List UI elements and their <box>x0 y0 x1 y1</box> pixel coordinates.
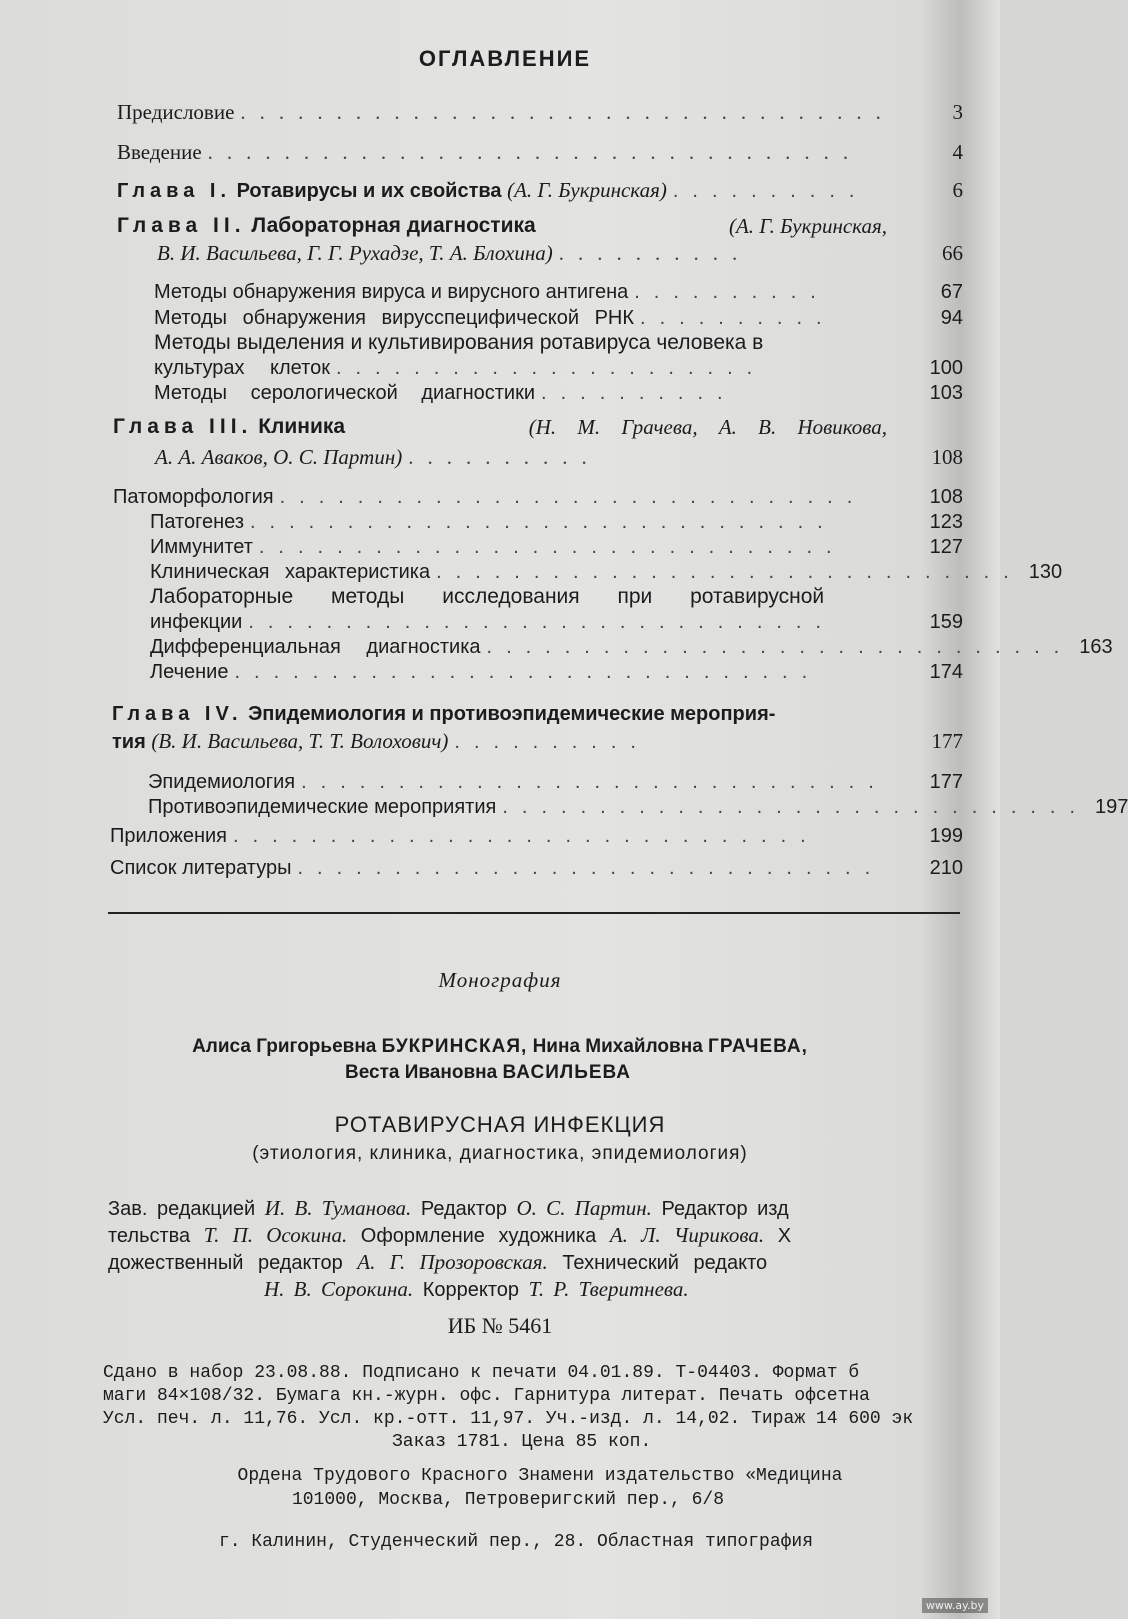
authors-line-1 <box>0 1036 1000 1058</box>
toc-entry-label: Предисловие <box>117 100 235 124</box>
genre-label: Монография <box>438 968 562 992</box>
toc-section <box>150 635 1113 659</box>
chapter-prefix: Глава III. <box>113 415 253 438</box>
dot-leader: .............................. <box>301 771 888 793</box>
toc-chapter-2-line2 <box>157 241 963 265</box>
publisher-line: Ордена Трудового Красного Знамени издательство «Медицина <box>237 1466 843 1486</box>
toc-entry-page: 177 <box>931 729 963 753</box>
chapter-title: Ротавирусы и их свойства <box>236 180 502 202</box>
toc-chapter-2-line1 <box>117 214 887 238</box>
book-subtitle: (этиология, клиника, диагностика, эпидемиология) <box>252 1143 748 1164</box>
print-info-line: маги 84×108/32. Бумага кн.-журн. офс. Гарнитура литерат. Печать офсетна <box>103 1386 870 1406</box>
toc-section <box>148 795 1128 819</box>
chapter-authors: В. И. Васильева, Г. Г. Рухадзе, Т. А. Блохина) <box>157 241 553 265</box>
toc-entry-label: Методы обнаружения вирусспецифической РНК <box>154 307 635 329</box>
dot-leader: .......... <box>672 180 869 202</box>
author-names: Нина Михайловна <box>532 1036 703 1057</box>
toc-entry-page: 174 <box>929 661 963 683</box>
dot-leader: .................................. <box>207 140 863 164</box>
dot-leader: .......... <box>634 281 830 303</box>
dot-leader: .............................. <box>436 561 1023 583</box>
dot-leader: .............................. <box>233 825 820 847</box>
dot-leader: .......... <box>640 307 836 329</box>
dot-leader: .............................. <box>502 796 1090 818</box>
dot-leader: .............................. <box>250 511 837 533</box>
toc-section <box>154 306 963 330</box>
chapter-title: Клиника <box>258 415 346 438</box>
toc-entry-label: Методы выделения и культивирования ротавируса человека в <box>154 331 764 354</box>
toc-chapter-4-line2 <box>112 729 963 754</box>
dot-leader: .......... <box>408 445 601 469</box>
chapter-authors: (А. Г. Букринская) <box>507 178 667 202</box>
toc-entry-appendix <box>110 824 963 848</box>
dot-leader: .......... <box>454 731 650 753</box>
toc-section <box>150 560 1063 584</box>
toc-chapter-4-line1 <box>112 702 775 726</box>
chapter-title: тия <box>112 731 146 753</box>
authors-line-2 <box>0 1062 988 1084</box>
chapter-title: Лабораторная диагностика <box>251 214 536 237</box>
toc-entry-page: 199 <box>929 825 963 847</box>
credits-line: Зав. редакцией И. В. Туманова. Редактор О. С. Партин. Редактор изд <box>108 1196 789 1220</box>
author-surname: ВАСИЛЬЕВА <box>502 1062 632 1083</box>
publisher-address: 101000, Москва, Петроверигский пер., 6/8 <box>291 1490 725 1510</box>
toc-entry-page: 94 <box>940 307 963 329</box>
toc-entry-label: Эпидемиология <box>148 771 296 793</box>
toc-section <box>148 770 963 794</box>
toc-entry-label: Иммунитет <box>150 536 253 558</box>
author-names: Алиса Григорьевна <box>192 1036 377 1057</box>
print-info-line: Сдано в набор 23.08.88. Подписано к печати 04.01.89. Т-04403. Формат б <box>103 1363 860 1383</box>
toc-entry-page: 123 <box>929 511 963 533</box>
toc-entry-page: 4 <box>952 140 963 164</box>
toc-entry-page: 210 <box>929 857 963 879</box>
toc-entry-label: Лабораторные методы исследования при ротавирусной <box>150 585 825 608</box>
toc-section <box>150 535 963 559</box>
ib-number: ИБ № 5461 <box>447 1313 553 1338</box>
toc-entry-intro <box>117 140 963 164</box>
dot-leader: .............................. <box>486 636 1074 658</box>
chapter-authors: (А. Г. Букринская, <box>728 214 887 238</box>
divider-rule <box>108 912 960 914</box>
dot-leader: .............................. <box>234 661 822 683</box>
toc-entry-label: Патоморфология <box>113 486 274 508</box>
toc-entry-label: Лечение <box>150 661 229 683</box>
toc-section <box>154 280 963 304</box>
toc-entry-page: 177 <box>929 771 963 793</box>
toc-entry-label: Список литературы <box>110 857 292 879</box>
toc-section-line2 <box>154 356 963 380</box>
toc-entry-label: Введение <box>117 140 202 164</box>
toc-section <box>150 660 963 684</box>
toc-entry-page: 3 <box>952 100 963 124</box>
toc-section <box>150 510 963 534</box>
author-surname: ГРАЧЕВА, <box>708 1036 808 1057</box>
chapter-authors: А. А. Аваков, О. С. Партин) <box>155 445 403 469</box>
toc-entry-preface <box>117 100 963 124</box>
print-info-line: Усл. печ. л. 11,76. Усл. кр.-отт. 11,97. Уч.-изд. л. 14,02. Тираж 14 600 эк <box>103 1409 914 1429</box>
credits-line: дожественный редактор А. Г. Прозоровская. Технический редакто <box>108 1250 768 1274</box>
dot-leader: .............................. <box>279 486 867 508</box>
dot-leader: .............................. <box>248 611 836 633</box>
chapter-authors: (Н. М. Грачева, А. В. Новикова, <box>528 415 887 439</box>
toc-section-line2 <box>150 610 963 634</box>
toc-entry-label: Клиническая характеристика <box>150 561 431 583</box>
credits-line: тельства Т. П. Осокина. Оформление художника А. Л. Чирикова. Х <box>108 1223 792 1247</box>
toc-entry-page: 66 <box>942 241 963 265</box>
toc-entry-references <box>110 856 963 880</box>
toc-entry-pathomorphology <box>113 485 963 509</box>
toc-entry-label: Противоэпидемические мероприятия <box>148 796 497 818</box>
dot-leader: .......... <box>541 382 737 404</box>
toc-entry-page: 6 <box>952 178 963 202</box>
toc-entry-label: Методы обнаружения вируса и вирусного антигена <box>154 281 629 303</box>
toc-entry-page: 130 <box>1028 561 1063 583</box>
toc-entry-label: инфекции <box>150 611 243 633</box>
author-names: Веста Ивановна <box>344 1062 498 1083</box>
book-title: РОТАВИРУСНАЯ ИНФЕКЦИЯ <box>334 1112 666 1137</box>
toc-entry-page: 159 <box>929 611 963 633</box>
toc-entry-page: 197 <box>1095 796 1128 818</box>
dot-leader: .......... <box>558 241 752 265</box>
toc-entry-label: культурах клеток <box>154 357 330 379</box>
chapter-prefix: Глава IV. <box>112 703 243 725</box>
dot-leader: ...................... <box>335 357 767 379</box>
toc-section <box>154 381 963 405</box>
toc-entry-page: 67 <box>940 281 963 303</box>
toc-entry-label: Патогенез <box>150 511 244 533</box>
toc-chapter-3-line2 <box>155 445 963 469</box>
toc-entry-label: Приложения <box>110 825 228 847</box>
toc-entry-page: 127 <box>929 536 963 558</box>
chapter-prefix: Глава II. <box>117 214 246 237</box>
chapter-prefix: Глава I. <box>117 180 231 202</box>
toc-entry-page: 108 <box>931 445 963 469</box>
dot-leader: .............................. <box>258 536 846 558</box>
toc-entry-label: Дифференциальная диагностика <box>150 636 481 658</box>
toc-heading: ОГЛАВЛЕНИЕ <box>418 46 592 71</box>
watermark: www.ay.by <box>922 1598 988 1613</box>
toc-entry-label: Методы серологической диагностики <box>154 382 536 404</box>
print-info-line: Заказ 1781. Цена 85 коп. <box>392 1432 652 1452</box>
toc-entry-page: 103 <box>929 382 963 404</box>
printer-line: г. Калинин, Студенческий пер., 28. Областная типография <box>218 1532 814 1552</box>
toc-chapter-1 <box>117 178 963 203</box>
toc-section-line1 <box>154 331 892 355</box>
dot-leader: .................................. <box>240 100 895 124</box>
toc-entry-page: 100 <box>929 357 963 379</box>
toc-section-line1 <box>150 585 892 609</box>
toc-chapter-3-line1 <box>113 415 887 439</box>
chapter-authors: (В. И. Васильева, Т. Т. Волохович) <box>151 729 449 753</box>
toc-entry-page: 108 <box>929 486 963 508</box>
chapter-title: Эпидемиология и противоэпидемические мероприя- <box>248 703 776 725</box>
toc-entry-page: 163 <box>1079 636 1113 658</box>
author-surname: БУКРИНСКАЯ, <box>381 1036 528 1057</box>
dot-leader: .............................. <box>297 857 885 879</box>
credits-line: Н. В. Сорокина. Корректор Т. Р. Тверитнева. <box>264 1277 689 1301</box>
